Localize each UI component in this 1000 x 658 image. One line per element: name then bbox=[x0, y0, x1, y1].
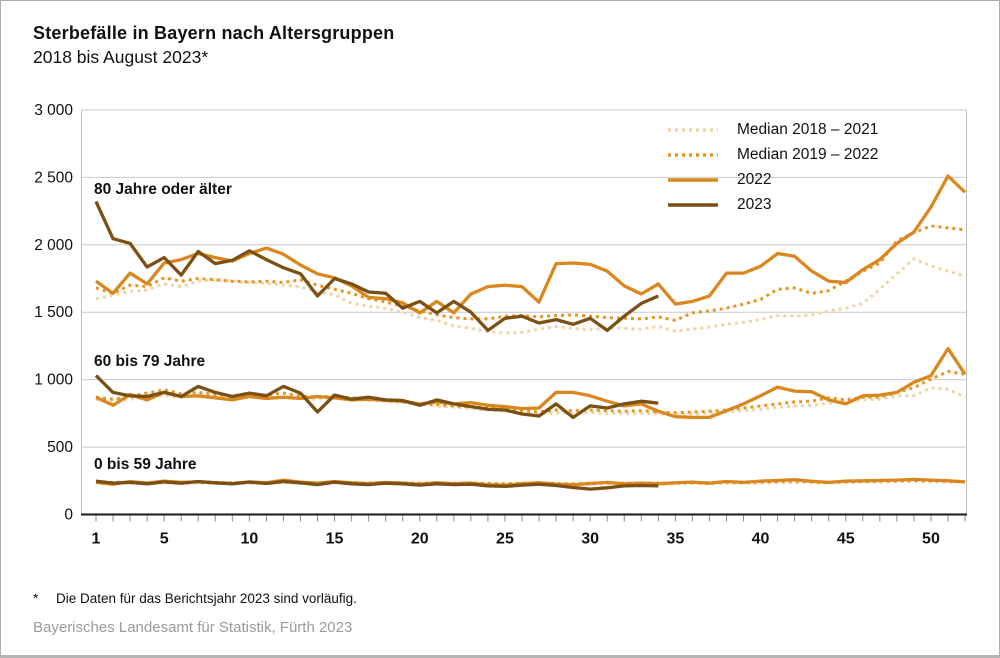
legend-item-label: Median 2018 – 2021 bbox=[737, 120, 879, 138]
footnote bbox=[33, 591, 357, 606]
y-tick-label: 2 500 bbox=[34, 169, 73, 187]
series-line bbox=[96, 226, 965, 320]
x-tick-label: 45 bbox=[836, 530, 855, 548]
y-tick-label: 1 500 bbox=[34, 304, 73, 322]
legend-item bbox=[667, 117, 878, 142]
series-group-label: 60 bis 79 Jahre bbox=[94, 353, 206, 370]
legend-item bbox=[667, 167, 878, 192]
legend-swatch-line bbox=[667, 176, 719, 184]
series-line bbox=[96, 202, 658, 331]
legend-item bbox=[667, 192, 878, 217]
legend-item bbox=[667, 142, 878, 167]
x-tick-label: 50 bbox=[922, 530, 940, 548]
legend-item-label: 2023 bbox=[737, 195, 772, 213]
series-line bbox=[96, 349, 965, 418]
x-tick-label: 10 bbox=[240, 530, 259, 548]
chart-subtitle: 2018 bis August 2023* bbox=[33, 47, 209, 67]
legend bbox=[667, 117, 878, 217]
legend-swatch-line bbox=[667, 126, 719, 134]
footnote-text: Die Daten für das Berichtsjahr 2023 sind vorläufig. bbox=[56, 591, 357, 606]
series-group-label: 0 bis 59 Jahre bbox=[94, 456, 197, 473]
legend-item-label: Median 2019 – 2022 bbox=[737, 145, 879, 163]
series-line bbox=[96, 372, 965, 413]
legend-swatch-line bbox=[667, 201, 719, 209]
x-tick-label: 5 bbox=[159, 530, 169, 548]
chart-title: Sterbefälle in Bayern nach Altersgruppen bbox=[33, 23, 395, 43]
legend-item-label: 2022 bbox=[737, 170, 772, 188]
chart-canvas bbox=[1, 1, 999, 655]
x-tick-label: 20 bbox=[410, 530, 429, 548]
footnote-marker: * bbox=[33, 591, 39, 606]
x-tick-label: 15 bbox=[325, 530, 344, 548]
series-line bbox=[96, 376, 658, 418]
x-tick-label: 25 bbox=[496, 530, 514, 548]
legend-swatch-line bbox=[667, 151, 719, 159]
x-tick-label: 40 bbox=[751, 530, 770, 548]
source-attribution: Bayerisches Landesamt für Statistik, Fürth 2023 bbox=[33, 619, 353, 636]
series-group-label: 80 Jahre oder älter bbox=[94, 181, 232, 198]
x-tick-label: 1 bbox=[91, 530, 101, 548]
y-tick-label: 3 000 bbox=[34, 101, 73, 119]
y-tick-label: 1 000 bbox=[34, 371, 73, 389]
y-tick-label: 0 bbox=[64, 506, 73, 524]
x-tick-label: 30 bbox=[581, 530, 600, 548]
x-tick-label: 35 bbox=[666, 530, 685, 548]
y-tick-label: 500 bbox=[47, 439, 73, 457]
y-tick-label: 2 000 bbox=[34, 236, 73, 254]
